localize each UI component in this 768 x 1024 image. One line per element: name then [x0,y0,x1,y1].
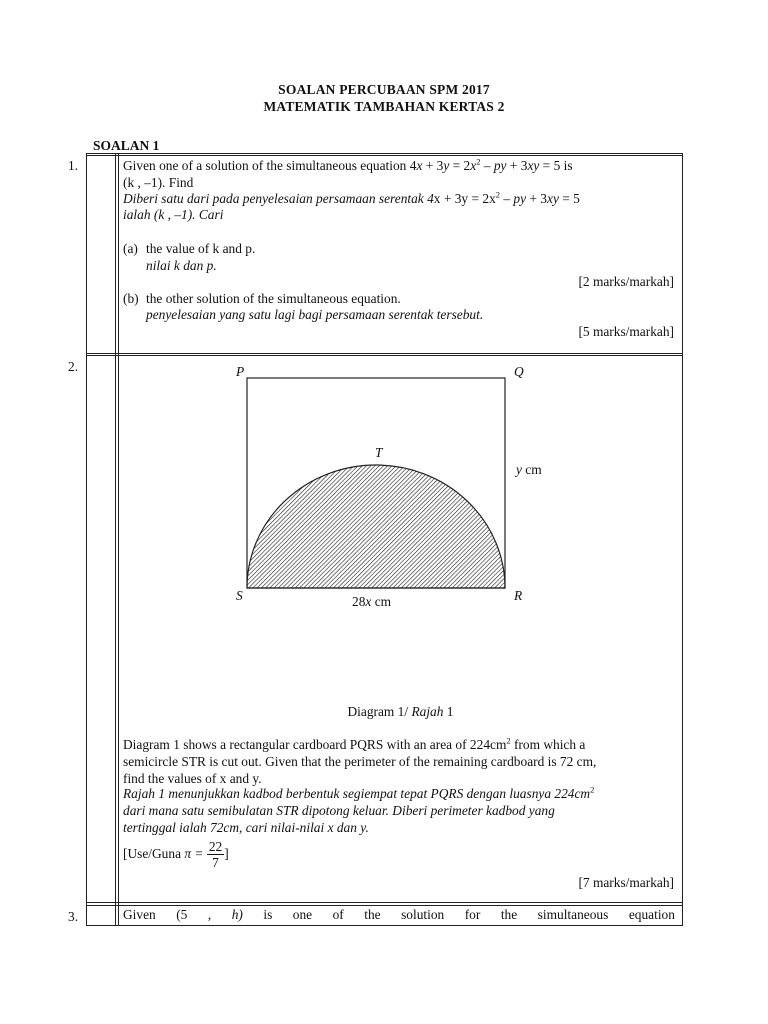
q2-en-line-2: semicircle STR is cut out. Given that the perimeter of the remaining cardboard is 72 cm, [123,754,597,769]
q1-equation: x [416,158,423,173]
q1-part-b-en: the other solution of the simultaneous equation. [146,291,401,306]
q2-malay-text: Rajah 1 menunjukkan kadbod berbentuk segiempat tepat PQRS dengan luasnya $224cm^2$ dari mana satu semibulatan STR dipotong keluar. Diberi perimeter kadbod yang tertinggal ialah 72cm, cari nilai-nilai x dan y. [123,785,675,836]
question-number: 2. [68,359,79,374]
semicircle-str [247,465,505,588]
q1-line-1-text: Given one of a solution of the simultaneous equation 4 [123,158,417,173]
diagram-caption: Diagram 1/ Rajah 1 [347,704,454,719]
pi-symbol: π = [184,846,204,861]
q1-line-3-text: Diberi satu dari pada penyelesaian persamaan serentak 4 [123,191,434,206]
vertex-label-r: R [514,588,523,603]
table-border [86,153,87,926]
q1-part-a-label: (a) [123,241,138,256]
vertex-label-s: S [236,588,243,603]
vertex-label-p: P [236,364,245,379]
q1-part-a-ms: nilai k dan p. [146,258,217,273]
vertex-label-t: T [375,445,383,460]
table-border [86,153,683,154]
q2-ms-line-1: Rajah 1 menunjukkan kadbod berbentuk segiempat tepat PQRS dengan luasnya 224cm [123,786,591,801]
table-border [682,153,683,926]
table-border [86,925,683,926]
q2-en-line-3: find the values of x and y. [123,771,262,786]
q1-line-3: Diberi satu dari pada penyelesaian persamaan serentak $4x + 3y = 2x^2$ – py + 3xy = 5 [123,189,580,206]
q1-line-2: (k , –1). Find [123,175,194,190]
q2-ms-line-2: dari mana satu semibulatan STR dipotong keluar. Diberi perimeter kadbod yang [123,803,555,818]
table-border [86,353,683,354]
q1-line-1: Given one of a solution of the simultaneous equation $4x + 3y = 2x^2$ – py + 3xy = 5 is [123,156,573,173]
section-heading: SOALAN 1 [93,138,160,153]
vertex-label-q: Q [514,364,524,379]
paper-title: MATEMATIK TAMBAHAN KERTAS 2 [263,99,505,114]
q2-english-text: Diagram 1 shows a rectangular cardboard PQRS with an area of $224cm^2$ from which a semicircle STR is cut out. Given that the perimeter of the remaining cardboard is 72 cm, find the values of x and y. [123,736,675,787]
pi-fraction: $\frac{22}{7}$ [208,839,223,871]
q1-part-a-en: the value of k and p. [146,241,256,256]
pi-hint-prefix: [Use/Guna [123,846,182,861]
side-label-x: 28x cm [352,594,392,609]
side-label-y: y cm [516,462,542,477]
table-border [118,153,119,926]
q1-part-b-label: (b) [123,291,139,306]
superscript: 2 [476,156,481,167]
table-border [115,153,116,926]
q2-marks: [7 marks/markah] [578,875,674,890]
table-border [86,355,683,356]
q2-en-line-1: Diagram 1 shows a rectangular cardboard PQRS with an area of 224cm [123,737,507,752]
table-border [86,155,683,156]
exam-title: SOALAN PERCUBAAN SPM 2017 [278,82,490,97]
question-number: 1. [68,158,79,173]
diagram-1 [230,360,560,615]
pi-hint: [Use/Guna π = $\frac{22}{7}$ ] [123,839,229,871]
q1-line-4: ialah (k , –1). Cari [123,207,224,222]
q1-part-b-ms: penyelesaian yang satu lagi bagi persamaan serentak tersebut. [146,307,484,322]
q1-part-a-marks: [2 marks/markah] [578,274,674,289]
table-border [86,902,683,903]
question-number: 3. [68,909,79,924]
q2-ms-line-3: tertinggal ialah 72cm, cari nilai-nilai x dan y. [123,820,369,835]
q1-part-b-marks: [5 marks/markah] [578,324,674,339]
q1-line-1-tail: is [560,158,573,173]
q3-line-1: Given (5 , h) is one of the solution for the simultaneous equation [123,907,675,922]
